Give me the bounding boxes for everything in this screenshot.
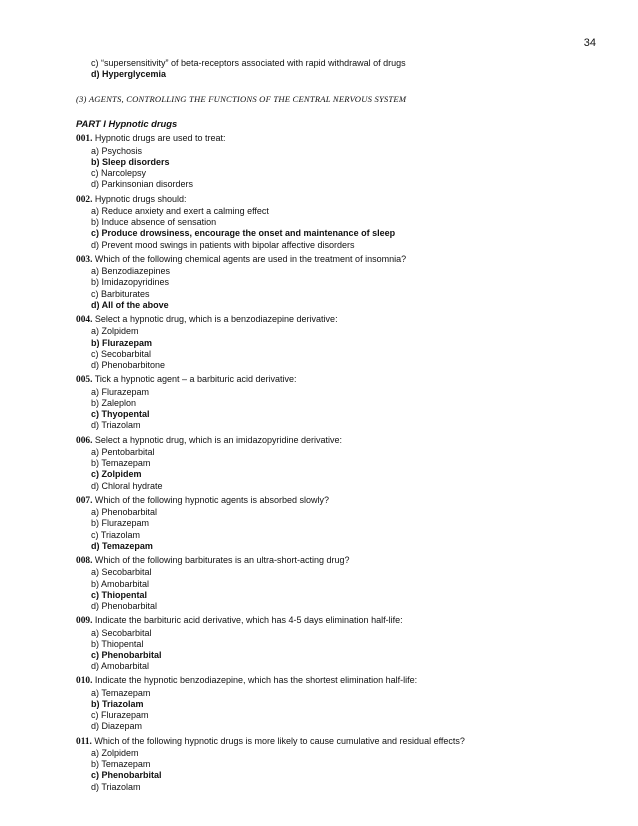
correct-answer-option: c) Thiopental — [91, 589, 147, 600]
correct-answer-option: c) Phenobarbital — [91, 770, 162, 781]
question-number: 002. — [76, 194, 93, 205]
answer-options — [76, 688, 596, 733]
answer-option: a) Secobarbital — [91, 567, 152, 578]
question-line — [76, 133, 596, 145]
question-text: Hypnotic drugs are used to treat: — [94, 133, 226, 144]
document-body — [76, 58, 596, 793]
question — [76, 615, 596, 672]
question-text: Which of the following hypnotic drugs is more likely to cause cumulative and residual effects? — [94, 735, 465, 746]
answer-option: a) Phenobarbital — [91, 507, 158, 518]
question-text: Which of the following barbiturates is an ultra-short-acting drug? — [94, 554, 350, 565]
answer-option: a) Benzodiazepines — [91, 266, 171, 277]
answer-option: a) Secobarbital — [91, 627, 152, 638]
question-number: 007. — [76, 495, 93, 506]
question-line — [76, 314, 596, 326]
question-text: Select a hypnotic drug, which is a benzodiazepine derivative: — [94, 314, 338, 325]
question — [76, 555, 596, 612]
answer-options — [76, 206, 596, 251]
correct-answer-option: b) Triazolam — [91, 698, 144, 709]
question-text: Indicate the barbituric acid derivative, which has 4-5 days elimination half-life: — [94, 615, 403, 626]
answer-option: d) Parkinsonian disorders — [91, 179, 194, 190]
answer-option: b) Induce absence of sensation — [91, 217, 217, 228]
answer-option: c) Narcolepsy — [91, 168, 147, 179]
page-number: 34 — [583, 37, 596, 49]
question-number: 006. — [76, 435, 93, 446]
question — [76, 675, 596, 732]
answer-option: d) Amobarbital — [91, 661, 150, 672]
answer-option: c) Barbiturates — [91, 288, 150, 299]
question — [76, 194, 596, 251]
question-text: Hypnotic drugs should: — [94, 193, 187, 204]
correct-answer-option: c) Zolpidem — [91, 469, 142, 480]
question — [76, 374, 596, 431]
question-line — [76, 675, 596, 687]
answer-option: d) Triazolam — [91, 781, 141, 792]
question-text: Indicate the hypnotic benzodiazepine, which has the shortest elimination half-life: — [94, 675, 418, 686]
answer-option: a) Flurazepam — [91, 386, 150, 397]
question — [76, 314, 596, 371]
answer-option: a) Psychosis — [91, 145, 143, 156]
question-text: Tick a hypnotic agent – a barbituric acid derivative: — [94, 374, 297, 385]
answer-options — [76, 748, 596, 793]
answer-option: b) Temazepam — [91, 759, 151, 770]
section-title: (3) AGENTS, CONTROLLING THE FUNCTIONS OF THE CENTRAL NERVOUS SYSTEM — [76, 94, 407, 105]
answer-option: b) Flurazepam — [91, 518, 150, 529]
question-number: 009. — [76, 616, 93, 627]
question-number: 003. — [76, 254, 93, 265]
part-title: PART I Hypnotic drugs — [76, 118, 178, 130]
question-number: 010. — [76, 676, 93, 687]
answer-option: a) Temazepam — [91, 687, 151, 698]
answer-option: b) Temazepam — [91, 458, 151, 469]
answer-options — [76, 387, 596, 432]
answer-option: b) Amobarbital — [91, 578, 150, 589]
correct-answer-option: d) All of the above — [91, 299, 169, 310]
answer-option: a) Reduce anxiety and exert a calming effect — [91, 206, 269, 217]
answer-option: c) Triazolam — [91, 529, 141, 540]
question-text: Select a hypnotic drug, which is an imidazopyridine derivative: — [94, 434, 343, 445]
correct-answer-option: c) Phenobarbital — [91, 649, 162, 660]
answer-option: a) Zolpidem — [91, 748, 139, 758]
answer-option: c) Flurazepam — [91, 710, 149, 721]
answer-option: b) Thiopental — [91, 638, 144, 649]
question-number: 008. — [76, 555, 93, 566]
question-number: 011. — [76, 736, 92, 747]
question-number: 004. — [76, 315, 93, 326]
answer-options — [76, 628, 596, 673]
question — [76, 495, 596, 552]
answer-option: b) Imidazopyridines — [91, 277, 170, 288]
carryover-options — [76, 58, 596, 80]
question-line — [76, 194, 596, 206]
answer-options — [76, 146, 596, 191]
question — [76, 133, 596, 190]
carryover-option: c) “supersensitivity” of beta-receptors associated with rapid withdrawal of drugs — [91, 58, 406, 68]
correct-answer-option: b) Sleep disorders — [91, 157, 170, 168]
answer-option: d) Prevent mood swings in patients with bipolar affective disorders — [91, 239, 355, 250]
answer-option: a) Pentobarbital — [91, 446, 155, 457]
question-number: 001. — [76, 134, 93, 145]
answer-option: d) Phenobarbital — [91, 600, 158, 611]
question-list — [76, 133, 596, 792]
question-number: 005. — [76, 375, 93, 386]
answer-option: a) Zolpidem — [91, 326, 139, 337]
answer-options — [76, 326, 596, 371]
question-line — [76, 555, 596, 567]
answer-option: d) Chloral hydrate — [91, 480, 163, 491]
question-text: Which of the following hypnotic agents is absorbed slowly? — [94, 494, 330, 505]
answer-option: d) Triazolam — [91, 420, 141, 431]
carryover-option: d) Hyperglycemia — [91, 69, 167, 80]
answer-option: b) Zaleplon — [91, 397, 137, 408]
question-line — [76, 736, 596, 748]
answer-option: d) Diazepam — [91, 721, 143, 732]
question — [76, 435, 596, 492]
question-line — [76, 435, 596, 447]
question-line — [76, 495, 596, 507]
answer-options — [76, 507, 596, 552]
correct-answer-option: c) Produce drowsiness, encourage the onset and maintenance of sleep — [91, 228, 396, 239]
question-text: Which of the following chemical agents are used in the treatment of insomnia? — [94, 253, 407, 264]
answer-options — [76, 567, 596, 612]
correct-answer-option: d) Temazepam — [91, 540, 153, 551]
question — [76, 254, 596, 311]
question-line — [76, 374, 596, 386]
answer-option: c) Secobarbital — [91, 348, 152, 359]
question-line — [76, 254, 596, 266]
question-line — [76, 615, 596, 627]
correct-answer-option: b) Flurazepam — [91, 337, 153, 348]
answer-options — [76, 266, 596, 311]
answer-option: d) Phenobarbitone — [91, 360, 166, 371]
correct-answer-option: c) Thyopental — [91, 409, 150, 420]
question — [76, 736, 596, 793]
answer-options — [76, 447, 596, 492]
